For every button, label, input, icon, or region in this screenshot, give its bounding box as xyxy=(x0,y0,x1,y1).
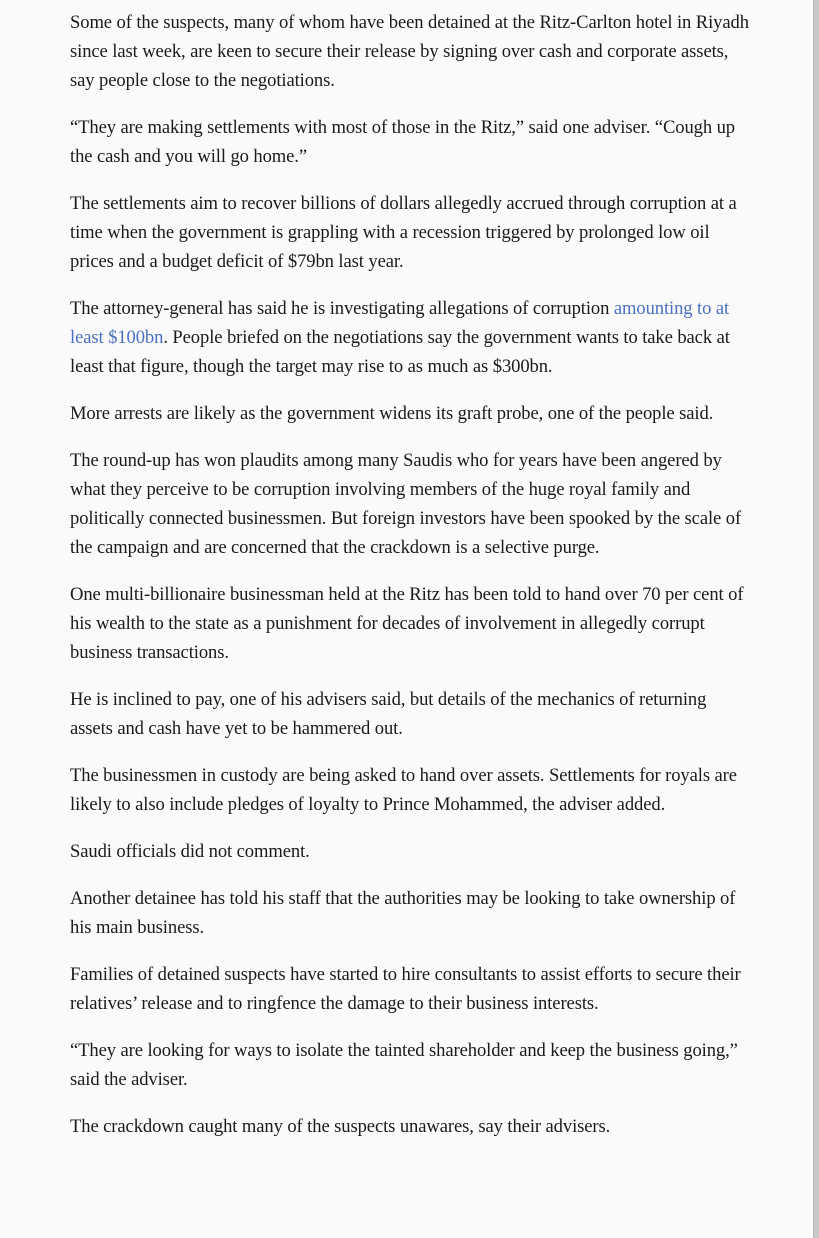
paragraph-3: The settlements aim to recover billions of dollars allegedly accrued through corruption at a time when the government is grappling with a recession triggered by prolonged low oil prices and a budget deficit of $79bn last year. xyxy=(70,193,737,272)
paragraph-9: The businessmen in custody are being asked to hand over assets. Settlements for royals are likely to also include pledges of loyalty to Prince Mohammed, the adviser added. xyxy=(70,765,737,815)
paragraph-12: Families of detained suspects have started to hire consultants to assist efforts to secure their relatives’ release and to ringfence the damage to their business interests. xyxy=(70,964,741,1014)
paragraph-1: Some of the suspects, many of whom have been detained at the Ritz-Carlton hotel in Riyadh since last week, are keen to secure their release by signing over cash and corporate assets, say people close to the negotiations. xyxy=(70,12,749,91)
paragraph-4-text-after: . People briefed on the negotiations say the government wants to take back at least that figure, though the target may rise to as much as $300bn. xyxy=(70,327,730,377)
amounting-link[interactable]: amounting to at least $100bn xyxy=(70,298,730,348)
paragraph-6: The round-up has won plaudits among many Saudis who for years have been angered by what they perceive to be corruption involving members of the huge royal family and politically connected businessmen. But foreign investors have been spooked by the scale of the campaign and are concerned that the crackdown is a selective purge. xyxy=(70,450,742,558)
paragraph-4-text-before: The attorney-general has said he is investigating allegations of corruption xyxy=(70,298,614,319)
paragraph-10: Saudi officials did not comment. xyxy=(70,841,310,862)
paragraph-5: More arrests are likely as the government widens its graft probe, one of the people said. xyxy=(70,403,714,424)
scrollbar[interactable] xyxy=(813,0,819,1238)
paragraph-8: He is inclined to pay, one of his advisers said, but details of the mechanics of returning assets and cash have yet to be hammered out. xyxy=(70,689,707,739)
paragraph-14: The crackdown caught many of the suspects unawares, say their advisers. xyxy=(70,1116,611,1137)
paragraph-2: “They are making settlements with most of those in the Ritz,” said one adviser. “Cough up the cash and you will go home.” xyxy=(70,117,735,167)
article-body xyxy=(70,8,752,1159)
paragraph-7: One multi-billionaire businessman held at the Ritz has been told to hand over 70 per cent of his wealth to the state as a punishment for decades of involvement in allegedly corrupt business transactions. xyxy=(70,584,744,663)
paragraph-11: Another detainee has told his staff that the authorities may be looking to take ownership of his main business. xyxy=(70,888,736,938)
paragraph-13: “They are looking for ways to isolate the tainted shareholder and keep the business going,” said the adviser. xyxy=(70,1040,738,1090)
paragraph-4 xyxy=(70,294,752,381)
